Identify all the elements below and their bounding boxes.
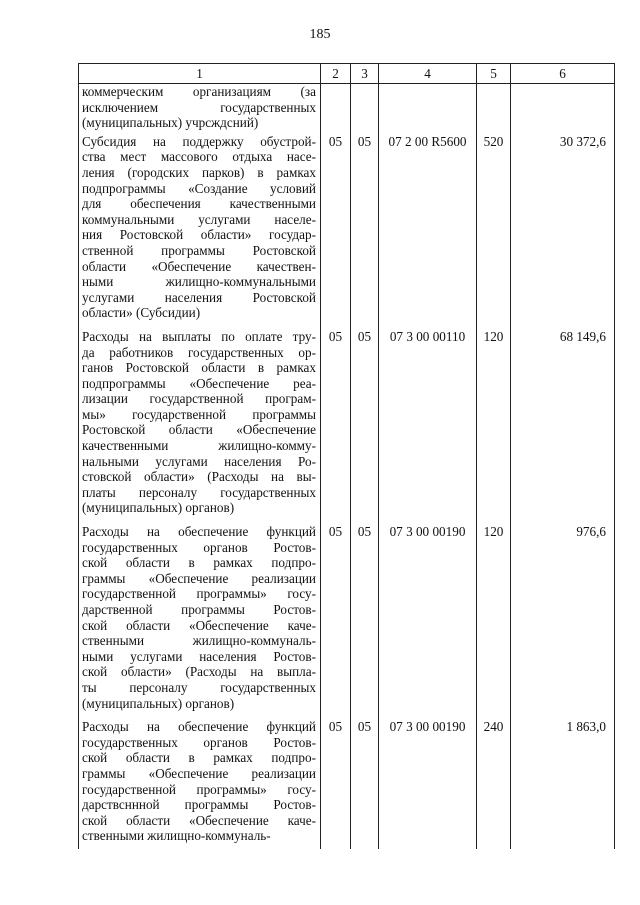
row-description bbox=[79, 521, 321, 716]
row-description bbox=[79, 131, 321, 326]
description-line: (муниципальных) учрсждсний) bbox=[82, 115, 259, 131]
column-header-5: 5 bbox=[477, 64, 511, 84]
description-line: Ростовской области «Обеспечение bbox=[82, 422, 316, 438]
target-article-code: 07 3 00 00190 bbox=[379, 521, 477, 716]
section-code bbox=[321, 84, 351, 131]
amount-value bbox=[511, 84, 615, 131]
expense-type-code: 120 bbox=[477, 326, 511, 521]
amount-value: 976,6 bbox=[511, 521, 615, 716]
budget-table bbox=[78, 63, 615, 849]
subsection-code: 05 bbox=[351, 326, 379, 521]
description-line: государственной программы» госу- bbox=[82, 586, 316, 602]
description-line: ской области в рамках подпро- bbox=[82, 750, 316, 766]
table-row bbox=[79, 131, 615, 326]
description-line: области» (Субсидии) bbox=[82, 305, 201, 321]
row-description bbox=[79, 716, 321, 849]
description-line: ственной программы Ростовской bbox=[82, 242, 316, 258]
target-article-code: 07 3 00 00190 bbox=[379, 716, 477, 849]
description-line: (муниципальных) органов) bbox=[82, 500, 235, 516]
description-line: ты персоналу государственных bbox=[82, 679, 316, 695]
amount-value: 1 863,0 bbox=[511, 716, 615, 849]
description-line: нальными услугами населения Ро- bbox=[82, 453, 316, 469]
description-line: ными жилищно-коммунальными bbox=[82, 274, 316, 290]
row-description bbox=[79, 326, 321, 521]
description-line: государственных органов Ростов- bbox=[82, 734, 316, 750]
description-line: ственными жилищно-коммуналь- bbox=[82, 633, 316, 649]
description-line: коммерческим организациям (за bbox=[82, 84, 316, 99]
description-line: подпрограммы «Создание условий bbox=[82, 180, 316, 196]
description-line: ской области» (Расходы на выпла- bbox=[82, 664, 316, 680]
description-line: ния Ростовской области» государ- bbox=[82, 227, 316, 243]
description-line: услугами населения Ростовской bbox=[82, 289, 316, 305]
description-line: (муниципальных) органов) bbox=[82, 695, 235, 711]
description-line: лизации государственной програм- bbox=[82, 391, 316, 407]
page-number: 185 bbox=[309, 27, 331, 42]
column-header-3: 3 bbox=[351, 64, 379, 84]
expense-type-code bbox=[477, 84, 511, 131]
section-code: 05 bbox=[321, 716, 351, 849]
table-header-row bbox=[79, 64, 615, 84]
description-line: ской области «Обеспечение каче- bbox=[82, 812, 316, 828]
description-line: ства мест массового отдыха насе- bbox=[82, 149, 316, 165]
description-line: граммы «Обеспечение реализации bbox=[82, 570, 316, 586]
subsection-code: 05 bbox=[351, 131, 379, 326]
expense-type-code: 520 bbox=[477, 131, 511, 326]
row-description bbox=[79, 84, 321, 131]
description-line: ными услугами населения Ростов- bbox=[82, 648, 316, 664]
table-row bbox=[79, 521, 615, 716]
column-header-2: 2 bbox=[321, 64, 351, 84]
description-line: для обеспечения качественными bbox=[82, 196, 316, 212]
description-line: ственными жилищно-коммуналь- bbox=[82, 828, 271, 844]
description-line: государственных органов Ростов- bbox=[82, 539, 316, 555]
subsection-code bbox=[351, 84, 379, 131]
table-row bbox=[79, 716, 615, 849]
description-line: дарствсннной программы Ростов- bbox=[82, 797, 316, 813]
table-body bbox=[79, 84, 615, 849]
description-line: да работников государственных ор- bbox=[82, 344, 316, 360]
target-article-code bbox=[379, 84, 477, 131]
description-line: Субсидия на поддержку обустрой- bbox=[82, 133, 316, 149]
amount-value: 68 149,6 bbox=[511, 326, 615, 521]
subsection-code: 05 bbox=[351, 521, 379, 716]
section-code: 05 bbox=[321, 326, 351, 521]
description-line: качественными жилищно-комму- bbox=[82, 438, 316, 454]
description-line: ления (городских парков) в рамках bbox=[82, 164, 316, 180]
description-line: подпрограммы «Обеспечение реа- bbox=[82, 375, 316, 391]
description-line: мы» государственной программы bbox=[82, 406, 316, 422]
target-article-code: 07 2 00 R5600 bbox=[379, 131, 477, 326]
description-line: исключением государственных bbox=[82, 99, 316, 115]
target-article-code: 07 3 00 00110 bbox=[379, 326, 477, 521]
description-line: дарственной программы Ростов- bbox=[82, 602, 316, 617]
section-code: 05 bbox=[321, 131, 351, 326]
table-row bbox=[79, 84, 615, 131]
subsection-code: 05 bbox=[351, 716, 379, 849]
description-line: ганов Ростовской области в рамках bbox=[82, 360, 316, 376]
description-line: Расходы на обеспечение функций bbox=[82, 719, 316, 735]
description-line: платы персоналу государственных bbox=[82, 484, 316, 500]
description-line: государственной программы» госу- bbox=[82, 781, 316, 797]
description-line: граммы «Обеспечение реализации bbox=[82, 765, 316, 781]
table-row bbox=[79, 326, 615, 521]
amount-value: 30 372,6 bbox=[511, 131, 615, 326]
expense-type-code: 120 bbox=[477, 521, 511, 716]
description-line: ской области «Обеспечение каче- bbox=[82, 617, 316, 633]
description-line: стовской области» (Расходы на вы- bbox=[82, 469, 316, 485]
section-code: 05 bbox=[321, 521, 351, 716]
expense-type-code: 240 bbox=[477, 716, 511, 849]
column-header-4: 4 bbox=[379, 64, 477, 84]
column-header-6: 6 bbox=[511, 64, 615, 84]
description-line: области «Обеспечение качествен- bbox=[82, 258, 316, 274]
description-line: Расходы на обеспечение функций bbox=[82, 524, 316, 540]
description-line: коммунальными услугами населе- bbox=[82, 211, 316, 227]
description-line: ской области в рамках подпро- bbox=[82, 555, 316, 571]
description-line: Расходы на выплаты по оплате тру- bbox=[82, 328, 316, 344]
column-header-1: 1 bbox=[79, 64, 321, 84]
